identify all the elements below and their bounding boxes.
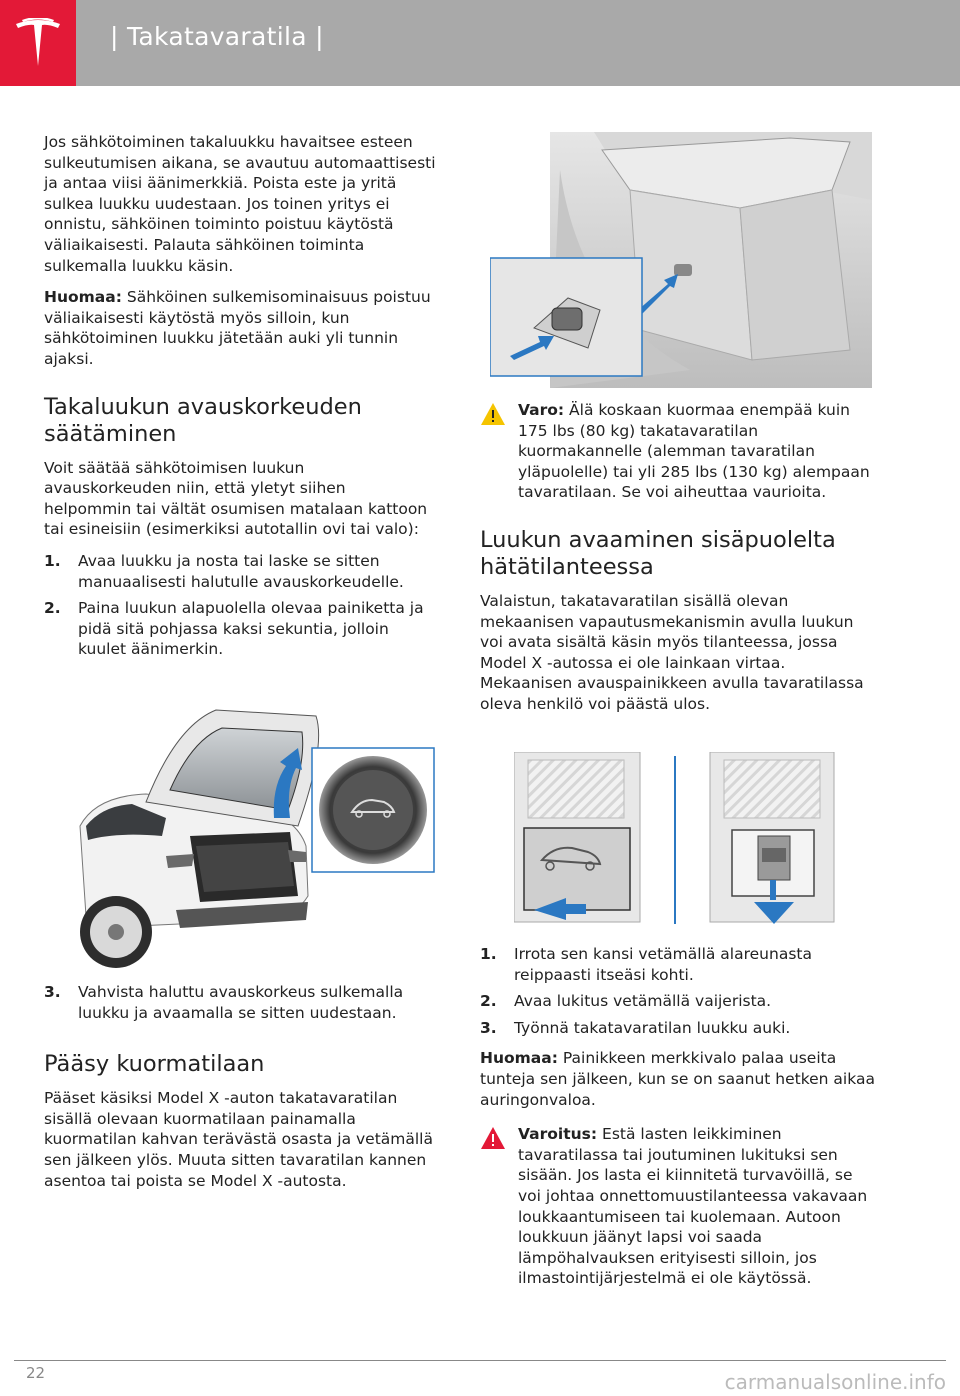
tesla-logo-icon <box>14 18 62 68</box>
list-item: 1. Irrota sen kansi vetämällä alareunasta reippaasti itseäsi kohti. <box>480 945 812 984</box>
right-column-lower <box>480 944 876 1313</box>
release-mechanism-image <box>514 752 838 928</box>
list-item: 3. Vahvista haluttu avauskorkeus sulkemalla luukku ja avaamalla se sitten uudestaan. <box>44 983 404 1022</box>
caution-text: Älä koskaan kuormaa enempää kuin 175 lbs (80 kg) takatavaratilan kuormakannelle (alemman tavaratilan yläpuolelle) tai yli 285 lbs (130 kg) alempaan tavaratilaan. Se voi aiheuttaa vaurioita. <box>518 401 870 502</box>
note-text: Sähköinen sulkemisominaisuus poistuu väliaikaisesti käytöstä myös silloin, kun sähkötoiminen luukku jätetään auki yli tunnin ajaksi. <box>44 288 431 368</box>
warning-text: Estä lasten leikkiminen tavaratilassa tai joutuminen lukituksi sen sisään. Jos lasta ei kiinnitetä turvavöillä, se voi johtaa onnettomuustilanteessa vakavaan loukkaantumiseen tai kuolemaan. Autoon loukkuun jäänyt lapsi voi saada lämpöhalvauksen erityisesti silloin, jos ilmastointijärjestelmä ei ole käytössä. <box>518 1125 868 1288</box>
section-intro: Voit säätää sähkötoimisen luukun avauskorkeuden niin, että yletyt siihen helpommin tai vältät osumisen matalaan kattoon tai esineisiin (esimerkiksi autotallin ovi tai valo): <box>44 458 428 539</box>
footer-divider <box>14 1360 946 1361</box>
section-heading-emergency-release: Luukun avaaminen sisäpuolelta hätätilanteessa <box>480 526 836 580</box>
caution-label: Varo: <box>518 401 565 419</box>
warning-icon <box>480 1126 506 1150</box>
page-number: 22 <box>26 1364 46 1382</box>
warning-callout <box>480 1124 876 1289</box>
right-column <box>480 400 876 726</box>
emergency-steps-list <box>480 944 876 1038</box>
caution-callout <box>480 400 876 503</box>
note-label: Huomaa: <box>44 288 122 307</box>
left-column <box>44 132 436 670</box>
intro-paragraph: Jos sähkötoiminen takaluukku havaitsee esteen sulkeutumisen aikana, se avautuu automaattisesti ja antaa viisi äänimerkkiä. Poista este ja yritä sulkea luukku uudestaan. Jos toinen yritys ei onnistu, sähköinen toiminto poistuu käytöstä väliaikaisesti. Palauta sähköinen toiminta sulkemalla luukku käsin. <box>44 133 436 275</box>
list-item: 2. Paina luukun alapuolella olevaa painiketta ja pidä sitä pohjassa kaksi sekuntia, jolloin kuulet äänimerkin. <box>44 599 424 659</box>
list-item: 1. Avaa luukku ja nosta tai laske se sitten manuaalisesti halutulle avauskorkeudelle. <box>44 551 404 591</box>
steps-list-continued <box>44 982 436 1023</box>
steps-list <box>44 551 436 660</box>
page-title: | Takatavaratila | <box>110 22 324 51</box>
cargo-handle-illustration <box>490 130 874 392</box>
car-liftgate-image <box>76 706 438 976</box>
section-heading-cargo-access: Pääsy kuormatilaan <box>44 1051 265 1078</box>
warning-label: Varoitus: <box>518 1125 598 1144</box>
left-column-lower <box>44 982 436 1202</box>
note-paragraph-right <box>480 1048 876 1110</box>
page-header <box>0 0 960 86</box>
list-item: 3. Työnnä takatavaratilan luukku auki. <box>480 1018 791 1037</box>
caution-icon <box>480 402 506 426</box>
note-paragraph <box>44 287 436 369</box>
note-label: Huomaa: <box>480 1049 558 1068</box>
cargo-access-paragraph: Pääset käsiksi Model X -auton takatavaratilan sisällä olevaan kuormatilaan painamalla kuormatilan kahvan terävästä osasta ja vetämällä sen jälkeen ylös. Muuta sitten tavaratilan kannen asentoa tai poista se Model X -autosta. <box>44 1089 433 1190</box>
tesla-logo <box>0 0 76 86</box>
watermark: carmanualsonline.info <box>724 1370 946 1394</box>
emergency-release-paragraph: Valaistun, takatavaratilan sisällä olevan mekaanisen vapautusmekanismin avulla luukun voi avata sisältä käsin myös tilanteessa, jossa Model X -autossa ei ole lainkaan virtaa. Mekaanisen avauspainikkeen avulla tavaratilassa oleva henkilö voi päästä ulos. <box>480 591 864 713</box>
list-item: 2. Avaa lukitus vetämällä vaijerista. <box>480 992 772 1011</box>
liftgate-illustration <box>76 706 438 980</box>
release-mechanism-illustration <box>514 752 838 932</box>
cargo-floor-image <box>490 130 874 388</box>
section-heading-opening-height: Takaluukun avauskorkeuden säätäminen <box>44 393 362 447</box>
note-text: Painikkeen merkkivalo palaa useita tunteja sen jälkeen, kun se on saanut hetken aikaa auringonvaloa. <box>480 1049 875 1109</box>
